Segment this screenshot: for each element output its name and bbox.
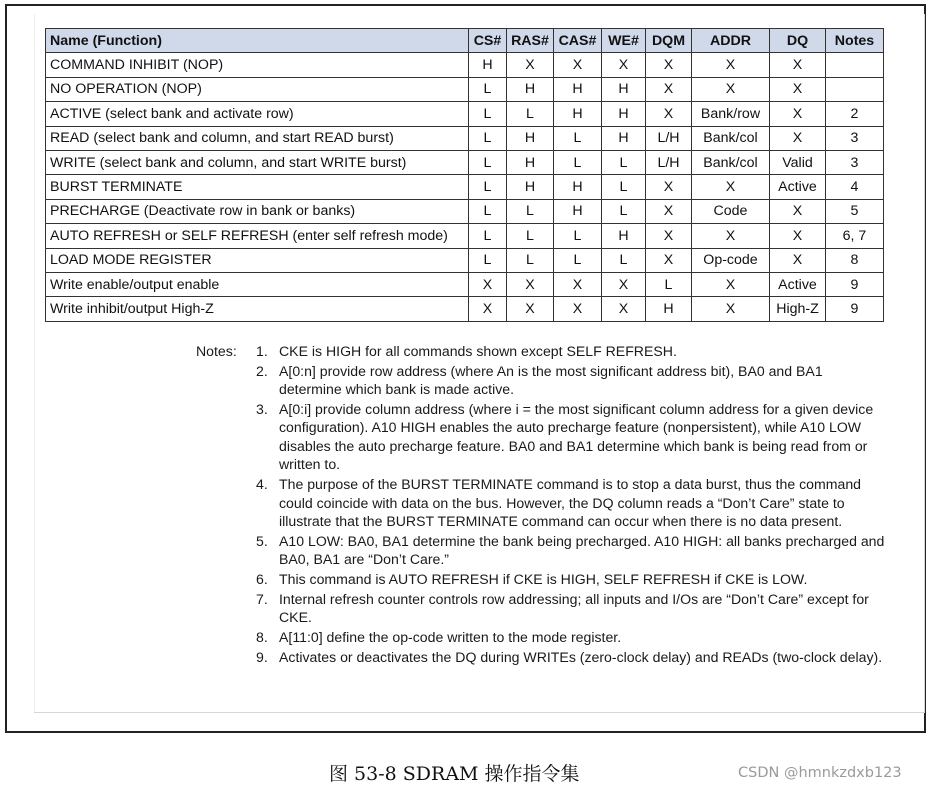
- note-number: 7.: [256, 590, 268, 607]
- cell-dq: X: [770, 102, 826, 126]
- note-item: [256, 400, 888, 474]
- note-number: 4.: [256, 476, 268, 493]
- cell-dqm: X: [646, 199, 692, 223]
- cell-name: Write enable/output enable: [46, 272, 469, 296]
- cell-cs: L: [469, 199, 507, 223]
- note-text: Internal refresh counter controls row addressing; all inputs and I/Os are “Don’t Care” except for CKE.: [279, 590, 869, 626]
- cell-name: WRITE (select bank and column, and start WRITE burst): [46, 150, 469, 174]
- cell-cas: H: [554, 77, 602, 101]
- cell-dq: X: [770, 126, 826, 150]
- header-cas: CAS#: [554, 29, 602, 53]
- note-number: 9.: [256, 648, 268, 665]
- cell-cas: H: [554, 102, 602, 126]
- cell-cs: L: [469, 77, 507, 101]
- cell-cs: H: [469, 53, 507, 77]
- header-notes: Notes: [826, 29, 884, 53]
- cell-addr: Bank/row: [692, 102, 770, 126]
- command-table: [45, 28, 884, 322]
- table-row: [46, 199, 884, 223]
- cell-cs: L: [469, 126, 507, 150]
- note-item: [256, 362, 888, 399]
- cell-cas: X: [554, 53, 602, 77]
- note-text: A[0:i] provide column address (where i = the most significant column address for a given device configuration). A10 HIGH enables the auto precharge feature (nonpersistent), while A10 LOW disables the auto precharge feature. BA0 and BA1 determine which bank is being read from or written to.: [279, 400, 874, 473]
- table-row: [46, 272, 884, 296]
- cell-ras: H: [507, 175, 554, 199]
- cell-ras: H: [507, 126, 554, 150]
- header-addr: ADDR: [692, 29, 770, 53]
- cell-addr: X: [692, 175, 770, 199]
- cell-dqm: L/H: [646, 126, 692, 150]
- note-number: 8.: [256, 628, 268, 645]
- cell-we: X: [602, 297, 646, 321]
- cell-ras: L: [507, 248, 554, 272]
- cell-name: LOAD MODE REGISTER: [46, 248, 469, 272]
- cell-cs: L: [469, 248, 507, 272]
- note-text: CKE is HIGH for all commands shown except SELF REFRESH.: [279, 343, 677, 359]
- cell-cas: X: [554, 297, 602, 321]
- cell-ras: L: [507, 102, 554, 126]
- cell-we: L: [602, 199, 646, 223]
- cell-name: AUTO REFRESH or SELF REFRESH (enter self refresh mode): [46, 224, 469, 248]
- table-header-row: [46, 29, 884, 53]
- notes-label: Notes:: [196, 343, 237, 359]
- cell-we: L: [602, 175, 646, 199]
- cell-notes: 9: [826, 272, 884, 296]
- cell-dq: Active: [770, 175, 826, 199]
- table-row: [46, 224, 884, 248]
- table-row: [46, 102, 884, 126]
- cell-we: X: [602, 272, 646, 296]
- cell-cs: X: [469, 297, 507, 321]
- cell-ras: L: [507, 224, 554, 248]
- cell-notes: 4: [826, 175, 884, 199]
- cell-cas: L: [554, 150, 602, 174]
- cell-we: X: [602, 53, 646, 77]
- cell-addr: X: [692, 53, 770, 77]
- cell-cas: H: [554, 175, 602, 199]
- note-text: The purpose of the BURST TERMINATE command is to stop a data burst, thus the command could coincide with data on the bus. However, the DQ column reads a “Don’t Care” state to illustrate that the BURST TERMINATE command can occur when there is no data present.: [279, 476, 862, 530]
- cell-name: ACTIVE (select bank and activate row): [46, 102, 469, 126]
- cell-dq: X: [770, 53, 826, 77]
- page-edge-bottom: [34, 712, 925, 713]
- cell-we: L: [602, 248, 646, 272]
- cell-name: Write inhibit/output High-Z: [46, 297, 469, 321]
- notes-list: [256, 342, 888, 667]
- cell-dqm: X: [646, 102, 692, 126]
- figure-caption: 图 53-8 SDRAM 操作指令集: [329, 763, 580, 785]
- cell-addr: X: [692, 77, 770, 101]
- cell-dq: High-Z: [770, 297, 826, 321]
- cell-addr: Bank/col: [692, 150, 770, 174]
- watermark: CSDN @hmnkzdxb123: [738, 765, 902, 781]
- cell-ras: L: [507, 199, 554, 223]
- note-text: A[11:0] define the op-code written to the mode register.: [279, 628, 622, 645]
- cell-dqm: X: [646, 224, 692, 248]
- page-edge-right: [924, 14, 925, 712]
- cell-we: H: [602, 224, 646, 248]
- cell-name: NO OPERATION (NOP): [46, 77, 469, 101]
- header-ras: RAS#: [507, 29, 554, 53]
- cell-we: L: [602, 150, 646, 174]
- cell-cas: X: [554, 272, 602, 296]
- cell-notes: 9: [826, 297, 884, 321]
- cell-ras: X: [507, 53, 554, 77]
- note-text: A10 LOW: BA0, BA1 determine the bank being precharged. A10 HIGH: all banks precharged and BA0, BA1 are “Don’t Care.”: [279, 532, 885, 568]
- cell-dqm: L: [646, 272, 692, 296]
- note-item: [256, 342, 888, 361]
- cell-ras: H: [507, 77, 554, 101]
- cell-notes: 2: [826, 102, 884, 126]
- cell-notes: 5: [826, 199, 884, 223]
- header-dq: DQ: [770, 29, 826, 53]
- page-edge-left: [34, 14, 35, 712]
- note-item: [256, 570, 888, 589]
- cell-notes: 3: [826, 150, 884, 174]
- table-row: [46, 126, 884, 150]
- cell-dq: X: [770, 199, 826, 223]
- cell-cas: L: [554, 126, 602, 150]
- cell-dqm: H: [646, 297, 692, 321]
- cell-addr: X: [692, 297, 770, 321]
- note-text: This command is AUTO REFRESH if CKE is HIGH, SELF REFRESH if CKE is LOW.: [279, 570, 808, 587]
- cell-cs: L: [469, 175, 507, 199]
- cell-notes: 8: [826, 248, 884, 272]
- note-number: 1.: [256, 343, 268, 359]
- cell-name: BURST TERMINATE: [46, 175, 469, 199]
- cell-cs: L: [469, 150, 507, 174]
- cell-ras: H: [507, 150, 554, 174]
- header-cs: CS#: [469, 29, 507, 53]
- cell-name: READ (select bank and column, and start READ burst): [46, 126, 469, 150]
- cell-notes: [826, 77, 884, 101]
- header-we: WE#: [602, 29, 646, 53]
- cell-dqm: X: [646, 175, 692, 199]
- note-number: 3.: [256, 400, 268, 417]
- header-dqm: DQM: [646, 29, 692, 53]
- cell-ras: X: [507, 297, 554, 321]
- note-item: [256, 590, 888, 627]
- cell-cas: L: [554, 224, 602, 248]
- cell-dq: Active: [770, 272, 826, 296]
- table-row: [46, 77, 884, 101]
- cell-notes: 3: [826, 126, 884, 150]
- cell-dqm: X: [646, 77, 692, 101]
- cell-name: PRECHARGE (Deactivate row in bank or banks): [46, 199, 469, 223]
- note-number: 6.: [256, 570, 268, 587]
- cell-cs: X: [469, 272, 507, 296]
- table-row: [46, 248, 884, 272]
- table-row: [46, 175, 884, 199]
- cell-dq: Valid: [770, 150, 826, 174]
- header-name: Name (Function): [46, 29, 469, 53]
- table-row: [46, 53, 884, 77]
- cell-cs: L: [469, 224, 507, 248]
- note-number: 2.: [256, 362, 268, 379]
- cell-notes: [826, 53, 884, 77]
- cell-cs: L: [469, 102, 507, 126]
- cell-addr: X: [692, 224, 770, 248]
- note-text: A[0:n] provide row address (where An is the most significant address bit), BA0 and BA1 determine which bank is made active.: [279, 362, 823, 398]
- cell-ras: X: [507, 272, 554, 296]
- cell-dqm: X: [646, 53, 692, 77]
- cell-dq: X: [770, 224, 826, 248]
- note-number: 5.: [256, 532, 268, 549]
- cell-addr: Bank/col: [692, 126, 770, 150]
- note-item: [256, 648, 888, 667]
- cell-dq: X: [770, 248, 826, 272]
- cell-name: COMMAND INHIBIT (NOP): [46, 53, 469, 77]
- cell-dqm: X: [646, 248, 692, 272]
- cell-addr: Op-code: [692, 248, 770, 272]
- note-item: [256, 628, 888, 647]
- cell-cas: L: [554, 248, 602, 272]
- cell-we: H: [602, 77, 646, 101]
- cell-cas: H: [554, 199, 602, 223]
- cell-notes: 6, 7: [826, 224, 884, 248]
- cell-we: H: [602, 126, 646, 150]
- table-row: [46, 150, 884, 174]
- note-text: Activates or deactivates the DQ during WRITEs (zero-clock delay) and READs (two-clock delay).: [279, 648, 883, 665]
- cell-addr: Code: [692, 199, 770, 223]
- note-item: [256, 475, 888, 531]
- cell-we: H: [602, 102, 646, 126]
- cell-dqm: L/H: [646, 150, 692, 174]
- table-row: [46, 297, 884, 321]
- note-item: [256, 532, 888, 569]
- cell-dq: X: [770, 77, 826, 101]
- cell-addr: X: [692, 272, 770, 296]
